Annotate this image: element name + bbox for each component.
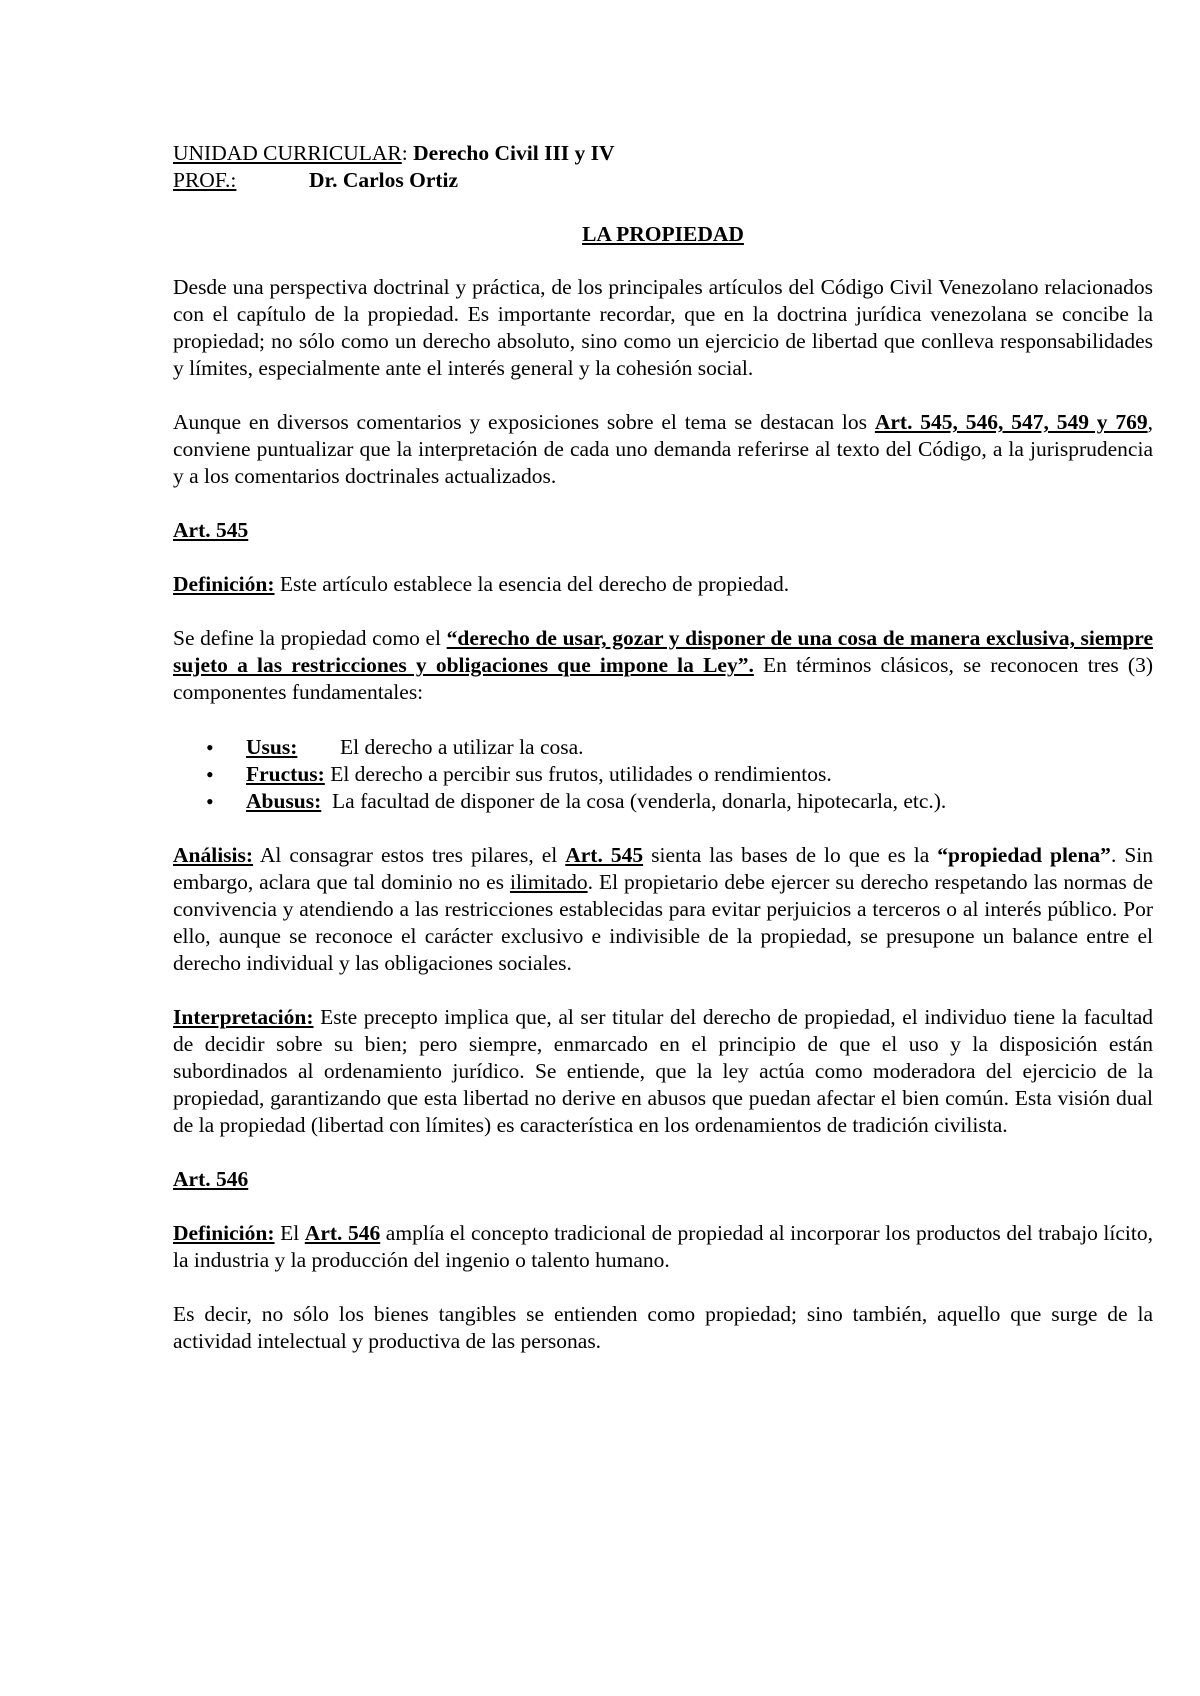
art546-def-label: Definición: [173, 1221, 275, 1245]
abusus-label: Abusus: [246, 789, 322, 813]
art545-heading: Art. 545 [173, 518, 249, 542]
analisis-plena: “propiedad plena” [937, 843, 1111, 867]
usus-text: El derecho a utilizar la cosa. [340, 735, 584, 759]
analisis-art: Art. 545 [565, 843, 644, 867]
prof-label: PROF.: [173, 168, 237, 192]
art546-def-t1: El [274, 1221, 305, 1245]
analisis-t3: . Sin embargo, aclara que tal dominio no es [173, 843, 1153, 894]
list-item-usus [246, 734, 1153, 761]
intro-paragraph-1: Desde una perspectiva doctrinal y práctica, de los principales artículos del Código Civil Venezolano relacionados con el capítulo de la propiedad. Es importante recordar, que en la doctrina jurídica venezolana se concibe la propiedad; no sólo como un derecho absoluto, sino como un ejercicio de libertad que conlleva responsabilidades y límites, especialmente ante el interés general y la cohesión social. [173, 275, 1153, 380]
analisis-t4: . El propietario debe ejercer su derecho respetando las normas de convivencia y atendiendo a las restricciones establecidas para evitar perjuicios a terceros o al interés público. Por ello, aunque se reconoce el carácter exclusivo e indivisible de la propiedad, se presupone un balance entre el derecho individual y las obligaciones sociales. [173, 870, 1153, 975]
art545-analisis [173, 842, 1153, 977]
art546-paragraph-2: Es decir, no sólo los bienes tangibles se entienden como propiedad; sino también, aquello que surge de la actividad intelectual y productiva de las personas. [173, 1302, 1153, 1353]
unidad-colon: : [401, 141, 408, 165]
document-page [173, 140, 1153, 1355]
analisis-t1: Al consagrar estos tres pilares, el [253, 843, 566, 867]
art545-definition [173, 571, 1153, 598]
interp-label: Interpretación: [173, 1005, 314, 1029]
abusus-text: La facultad de disponer de la cosa (venderla, donarla, hipotecarla, etc.). [321, 789, 947, 813]
art545-def-label: Definición: [173, 572, 275, 596]
unidad-curricular-line [173, 140, 1153, 167]
art546-heading: Art. 546 [173, 1167, 249, 1191]
art546-def-t2: amplía el concepto tradicional de propiedad al incorporar los productos del trabajo lícito, la industria y la producción del ingenio o talento humano. [173, 1221, 1153, 1272]
prof-line [173, 167, 1153, 194]
analisis-t2: sienta las bases de lo que es la [643, 843, 938, 867]
components-list [173, 734, 1153, 815]
usus-label: Usus: [246, 735, 298, 759]
art545-quote: “derecho de usar, gozar y disponer de una cosa de manera exclusiva, siempre sujeto a las restricciones y obligaciones que impone la Ley”. [173, 626, 1153, 677]
art545-def-text: Este artículo establece la esencia del derecho de propiedad. [274, 572, 790, 596]
page-title: LA PROPIEDAD [582, 222, 744, 246]
analisis-ilimitado: ilimitado [509, 870, 588, 894]
unidad-label: UNIDAD CURRICULAR [173, 141, 402, 165]
art545-interpretacion [173, 1004, 1153, 1139]
intro-p2-articles: Art. 545, 546, 547, 549 y 769 [874, 410, 1148, 434]
analisis-label: Análisis: [173, 843, 254, 867]
art545-quote-after: En términos clásicos, se reconocen tres (3) componentes fundamentales: [173, 653, 1153, 704]
art545-quote-paragraph [173, 625, 1153, 706]
fructus-text: El derecho a percibir sus frutos, utilidades o rendimientos. [324, 762, 832, 786]
art545-quote-before: Se define la propiedad como el [173, 626, 447, 650]
art546-def-art: Art. 546 [304, 1221, 381, 1245]
fructus-label: Fructus: [246, 762, 325, 786]
intro-paragraph-2 [173, 409, 1153, 490]
list-item-fructus [246, 761, 1153, 788]
unidad-value: Derecho Civil III y IV [413, 141, 615, 165]
intro-p2-after: , conviene puntualizar que la interpretación de cada uno demanda referirse al texto del Código, a la jurisprudencia y a los comentarios doctrinales actualizados. [173, 410, 1153, 488]
art546-definition [173, 1220, 1153, 1274]
list-item-abusus [246, 788, 1153, 815]
prof-value: Dr. Carlos Ortiz [309, 168, 459, 192]
interp-text: Este precepto implica que, al ser titular del derecho de propiedad, el individuo tiene la facultad de decidir sobre su bien; pero siempre, enmarcado en el principio de que el uso y la disposición están subordinados al ordenamiento jurídico. Se entiende, que la ley actúa como moderadora del ejercicio de la propiedad, garantizando que esta libertad no derive en abusos que puedan afectar el bien común. Esta visión dual de la propiedad (libertad con límites) es característica en los ordenamientos de tradición civilista. [173, 1005, 1153, 1137]
intro-p2-before: Aunque en diversos comentarios y exposiciones sobre el tema se destacan los [173, 410, 875, 434]
